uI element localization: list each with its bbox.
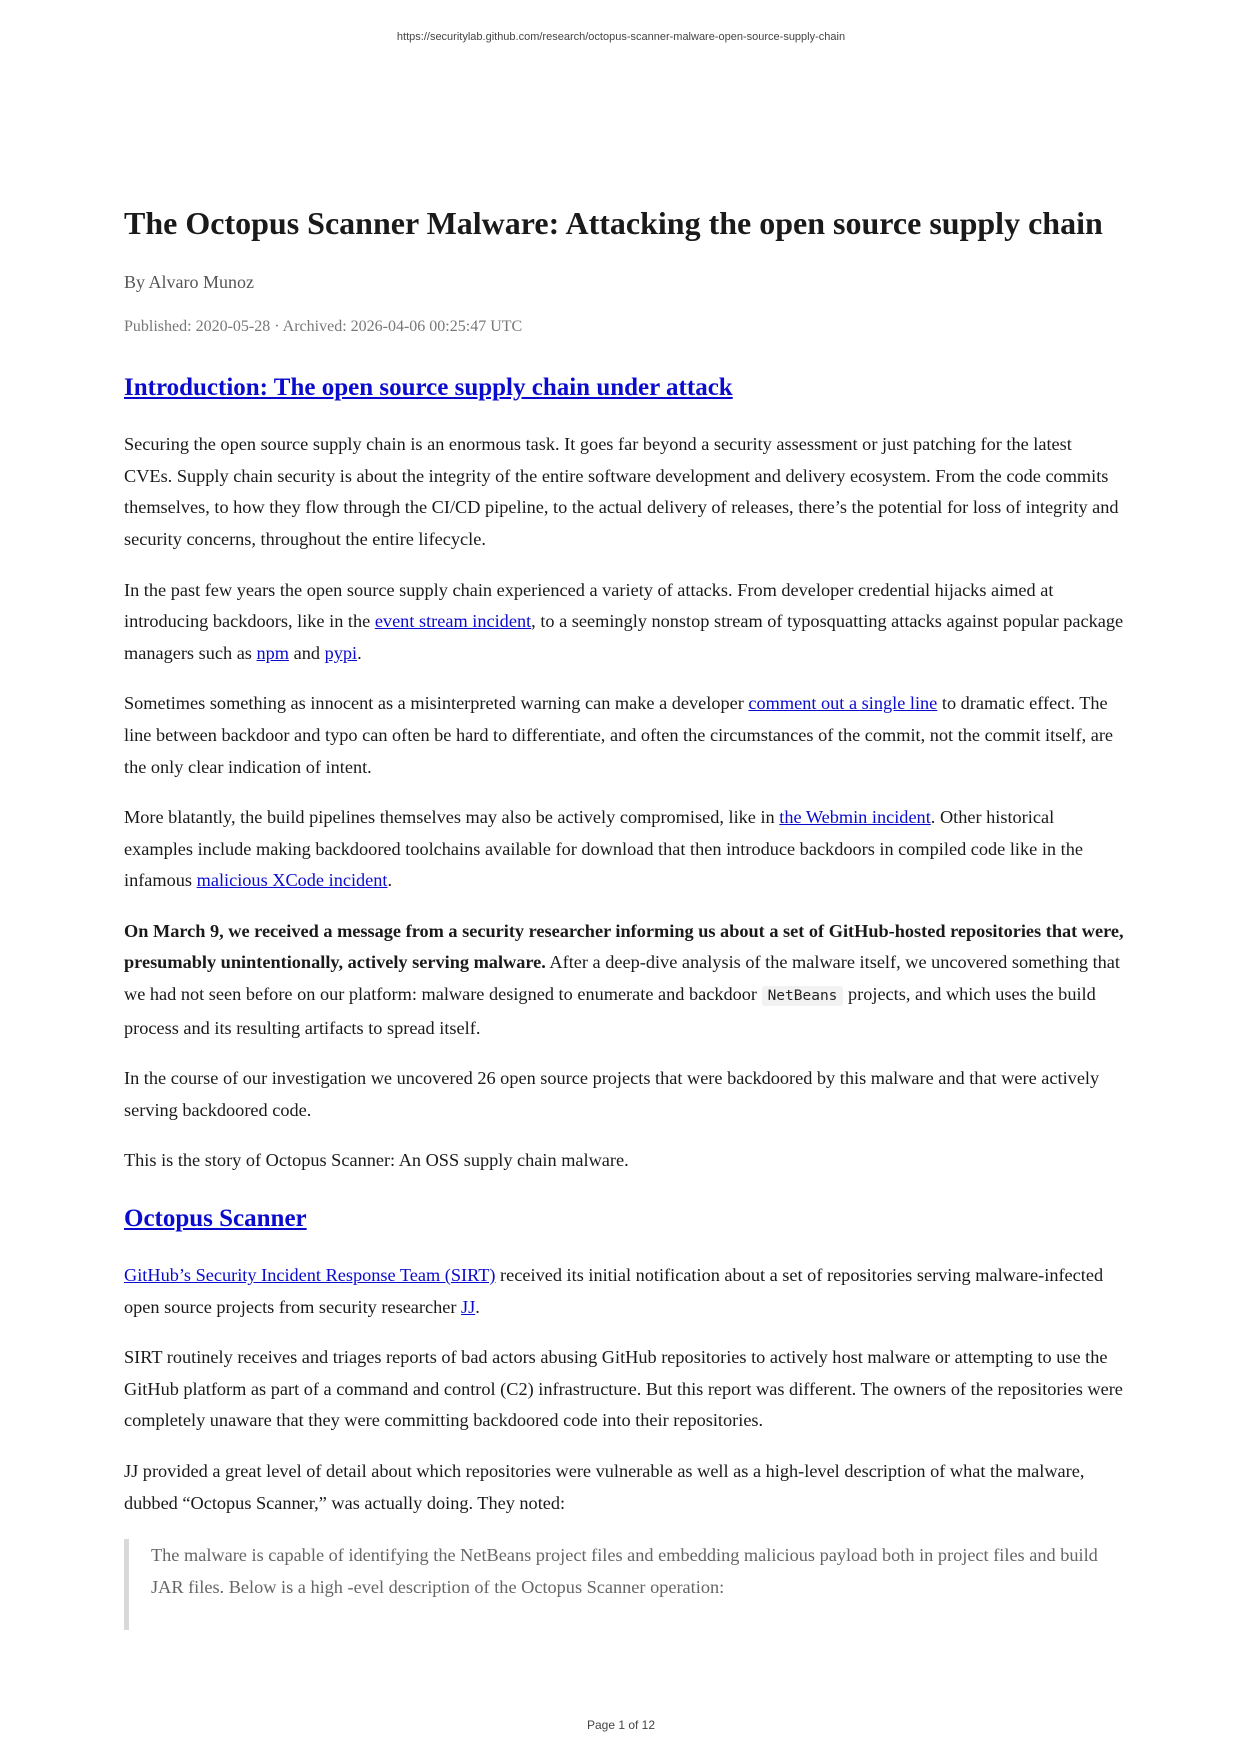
paragraph-4 (124, 802, 1124, 897)
paragraph-2 (124, 575, 1124, 670)
article-byline: By Alvaro Munoz (124, 272, 254, 293)
paragraph-3-text: Sometimes something as innocent as a misinterpreted warning can make a developer (124, 693, 749, 714)
paragraph-8 (124, 1260, 1124, 1323)
paragraph-1: Securing the open source supply chain is an enormous task. It goes far beyond a security assessment or just patching for the latest CVEs. Supply chain security is about the integrity of the entire software development and delivery ecosystem. From the code commits themselves, to how they flow through the CI/CD pipeline, to the actual delivery of releases, there’s the potential for loss of integrity and security concerns, throughout the entire lifecycle. (124, 434, 1119, 549)
comment-out-single-line-link[interactable]: comment out a single line (748, 693, 938, 714)
jj-link[interactable]: JJ (461, 1296, 476, 1317)
article-meta: Published: 2020-05-28 · Archived: 2026-04-06 00:25:47 UTC (124, 317, 523, 335)
paragraph-2-text: and (289, 642, 325, 663)
paragraph-4-text: . Other historical examples include making backdoored toolchains available for download that then introduce backdoors in compiled code like in the infamous (124, 807, 1083, 891)
github-sirt-link[interactable]: GitHub’s Security Incident Response Team (SIRT) (124, 1265, 496, 1286)
page-number-footer: Page 1 of 12 (586, 1718, 656, 1732)
paragraph-2-text: In the past few years the open source supply chain experienced a variety of attacks. From developer credential hijacks aimed at introducing backdoors, like in the (124, 579, 1054, 632)
paragraph-7: This is the story of Octopus Scanner: An OSS supply chain malware. (124, 1150, 629, 1171)
paragraph-5 (124, 916, 1124, 1044)
webmin-incident-link[interactable]: the Webmin incident (779, 807, 931, 828)
article-title: The Octopus Scanner Malware: Attacking the open source supply chain (124, 205, 1103, 241)
paragraph-5-bold: On March 9, we received a message from a security researcher informing us about a set of GitHub-hosted repositories that were, presumably unintentionally, actively serving malware. (124, 920, 1124, 973)
paragraph-2-text: , to a seemingly nonstop stream of typosquatting attacks against popular package managers such as (124, 611, 1124, 663)
paragraph-6: In the course of our investigation we uncovered 26 open source projects that were backdoored by this malware and that were actively serving backdoored code. (124, 1068, 1100, 1120)
section-heading-introduction-link[interactable]: Introduction: The open source supply chain under attack (124, 374, 733, 402)
section-heading-octopus-scanner-link[interactable]: Octopus Scanner (124, 1205, 307, 1233)
paragraph-4-text: More blatantly, the build pipelines themselves may also be actively compromised, like in (124, 807, 780, 828)
paragraph-5-text: After a deep-dive analysis of the malware itself, we uncovered something that we had not seen before on our platform: malware designed to enumerate and backdoor (124, 952, 1120, 1005)
paragraph-2-text: . (357, 642, 362, 663)
netbeans-code: NetBeans (762, 986, 844, 1006)
section-heading-octopus-scanner (124, 1204, 1124, 1234)
malicious-xcode-incident-link[interactable]: malicious XCode incident (196, 870, 388, 891)
paragraph-4-text: . (387, 870, 393, 891)
article (124, 204, 1124, 1630)
blockquote-text: The malware is capable of identifying the NetBeans project files and embedding malicious payload both in project files and build JAR files. Below is a high -evel description of the Octopus Scanner operation: (151, 1545, 1098, 1597)
paragraph-8-text: . (475, 1296, 480, 1317)
paragraph-9: SIRT routinely receives and triages reports of bad actors abusing GitHub repositories to actively host malware or attempting to use the GitHub platform as part of a command and control (C2) infrastructure. But this report was different. The owners of the repositories were completely unaware that they were committing backdoored code into their repositories. (124, 1347, 1123, 1431)
event-stream-incident-link[interactable]: event stream incident (374, 611, 532, 632)
pypi-link[interactable]: pypi (324, 642, 358, 663)
section-heading-introduction (124, 373, 1124, 403)
paragraph-3 (124, 688, 1124, 783)
paragraph-3-text: to dramatic effect. The line between backdoor and typo can often be hard to differentiate, and often the circumstances of the commit, not the commit itself, are the only clear indication of intent. (124, 693, 1114, 777)
blockquote (124, 1539, 1124, 1630)
npm-link[interactable]: npm (256, 642, 290, 663)
page-url-header: https://securitylab.github.com/research/octopus-scanner-malware-open-source-supply-chain (396, 31, 846, 43)
paragraph-5-text: projects, and which uses the build process and its resulting artifacts to spread itself. (124, 984, 1096, 1038)
paragraph-8-text: received its initial notification about a set of repositories serving malware-infected open source projects from security researcher (124, 1265, 1104, 1317)
paragraph-10: JJ provided a great level of detail about which repositories were vulnerable as well as a high-level description of what the malware, dubbed “Octopus Scanner,” was actually doing. They noted: (124, 1461, 1085, 1513)
